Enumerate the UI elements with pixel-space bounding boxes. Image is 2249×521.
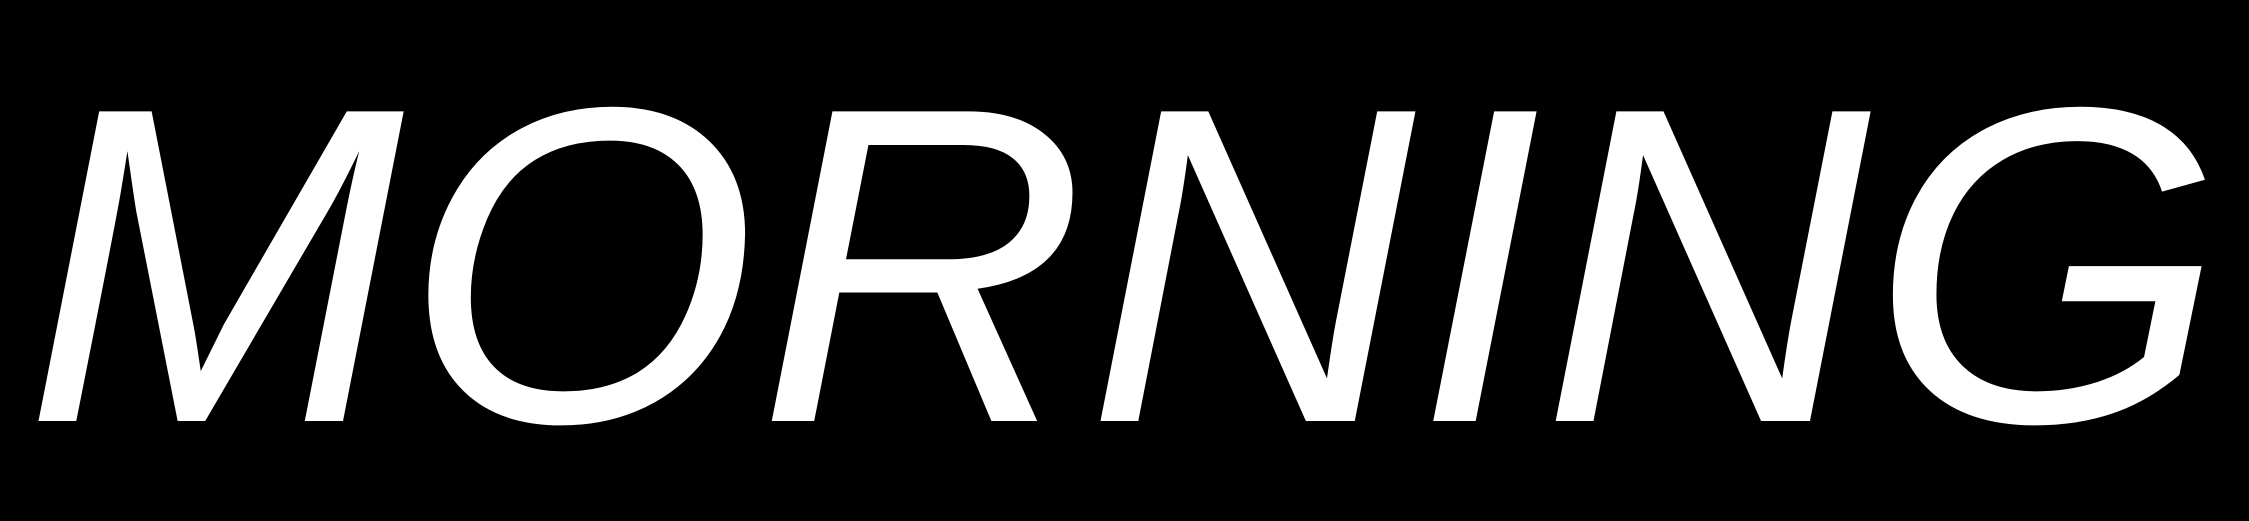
morning-word: MORNING <box>24 15 2225 517</box>
